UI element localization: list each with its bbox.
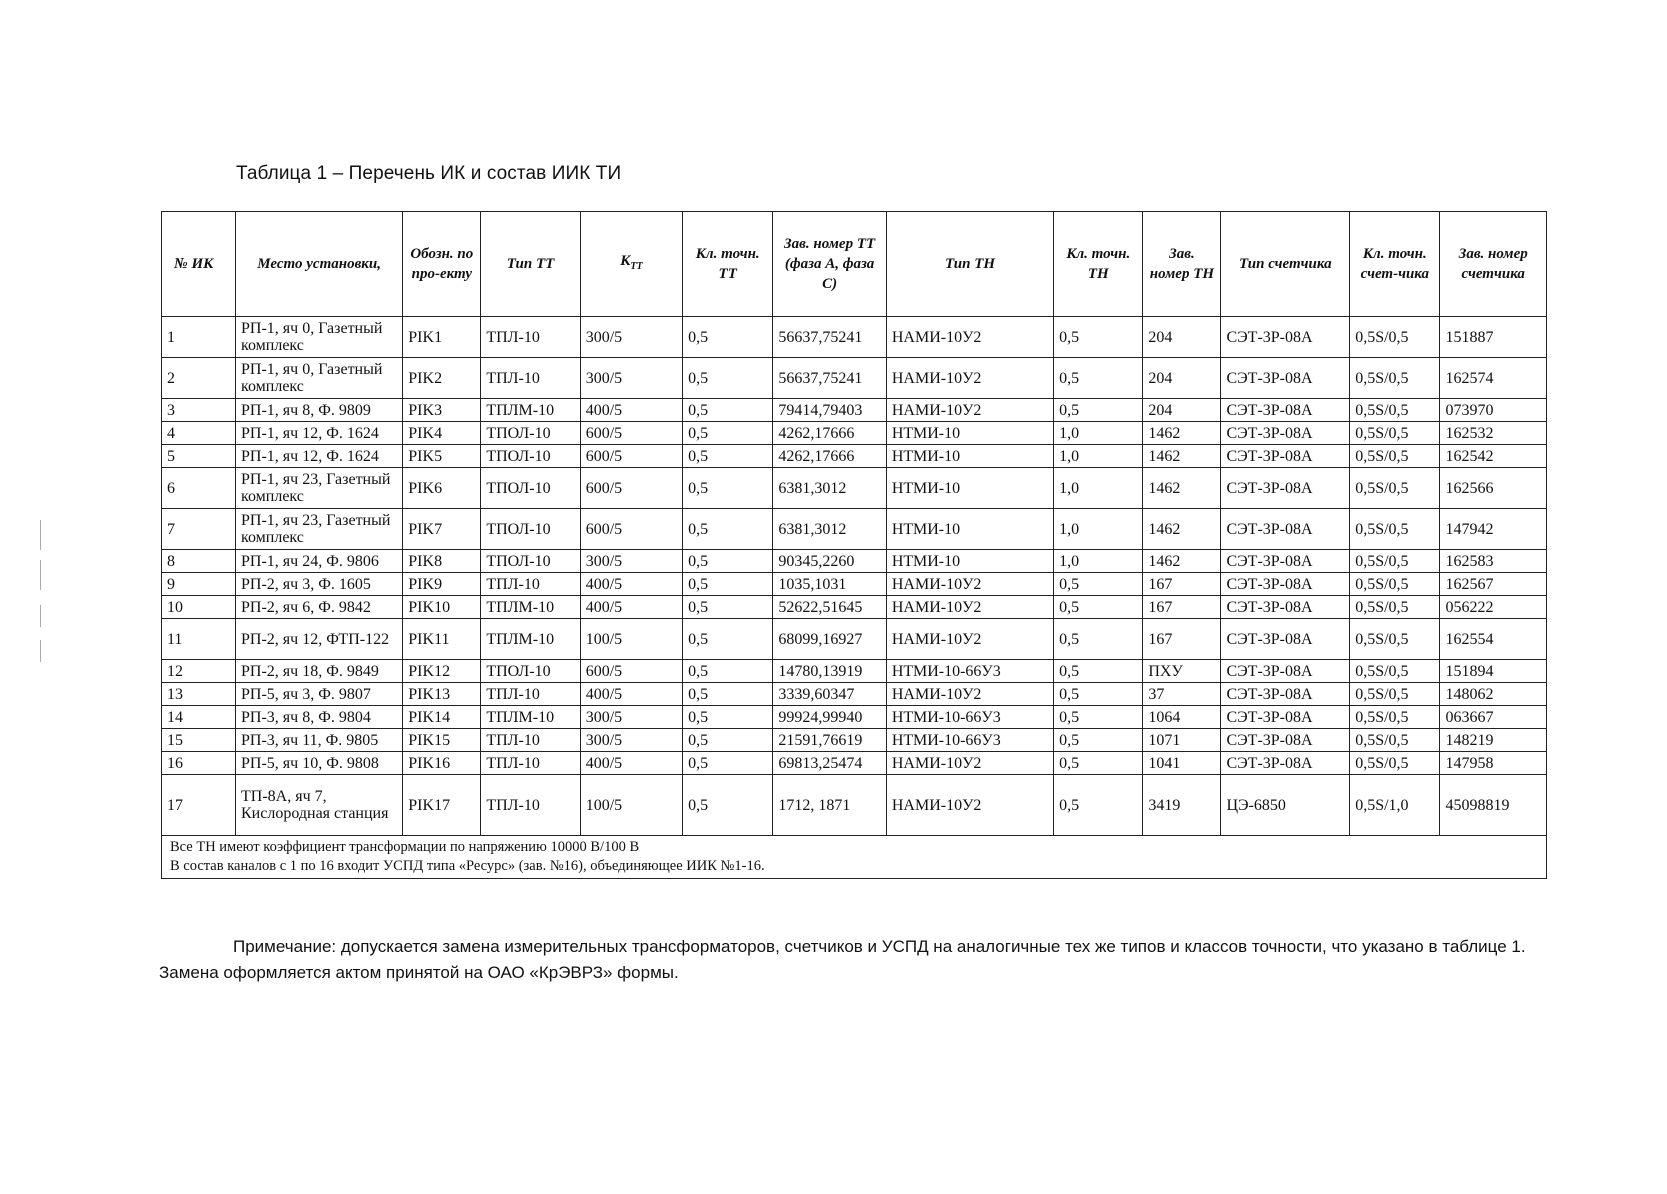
cell-meter-class: 0,5S/0,5 bbox=[1350, 422, 1440, 445]
cell-meter-type: СЭТ-3Р-08А bbox=[1221, 660, 1350, 683]
cell-num: 6 bbox=[162, 468, 236, 509]
cell-tn-class: 0,5 bbox=[1054, 729, 1143, 752]
cell-tn-type: НАМИ-10У2 bbox=[886, 683, 1053, 706]
cell-tt-class: 0,5 bbox=[683, 550, 773, 573]
cell-tt-serial: 1712, 1871 bbox=[773, 775, 887, 836]
header-meter-serial: Зав. номер счетчика bbox=[1440, 212, 1547, 317]
cell-tt-serial: 6381,3012 bbox=[773, 468, 887, 509]
cell-tn-class: 1,0 bbox=[1054, 422, 1143, 445]
cell-num: 1 bbox=[162, 317, 236, 358]
cell-ktt: 100/5 bbox=[580, 619, 682, 660]
cell-meter-type: СЭТ-3Р-08А bbox=[1221, 706, 1350, 729]
cell-tt-type: ТПОЛ-10 bbox=[481, 660, 580, 683]
cell-design: PIK8 bbox=[403, 550, 481, 573]
header-tn-serial: Зав. номер ТН bbox=[1143, 212, 1221, 317]
cell-design: PIK16 bbox=[403, 752, 481, 775]
cell-tn-type: НТМИ-10 bbox=[886, 422, 1053, 445]
cell-meter-serial: 063667 bbox=[1440, 706, 1547, 729]
cell-tt-class: 0,5 bbox=[683, 573, 773, 596]
table-row bbox=[162, 422, 1547, 445]
cell-meter-serial: 147958 bbox=[1440, 752, 1547, 775]
cell-meter-serial: 147942 bbox=[1440, 509, 1547, 550]
cell-num: 16 bbox=[162, 752, 236, 775]
cell-design: PIK1 bbox=[403, 317, 481, 358]
header-num: № ИК bbox=[162, 212, 236, 317]
cell-meter-type: СЭТ-3Р-08А bbox=[1221, 468, 1350, 509]
cell-tt-serial: 90345,2260 bbox=[773, 550, 887, 573]
cell-meter-class: 0,5S/0,5 bbox=[1350, 399, 1440, 422]
cell-tt-class: 0,5 bbox=[683, 683, 773, 706]
cell-num: 3 bbox=[162, 399, 236, 422]
cell-tn-type: НАМИ-10У2 bbox=[886, 317, 1053, 358]
cell-tn-class: 1,0 bbox=[1054, 509, 1143, 550]
cell-meter-serial: 162567 bbox=[1440, 573, 1547, 596]
cell-place: РП-2, яч 6, Ф. 9842 bbox=[236, 596, 403, 619]
cell-meter-serial: 151894 bbox=[1440, 660, 1547, 683]
cell-meter-class: 0,5S/0,5 bbox=[1350, 550, 1440, 573]
header-tn-type: Тип ТН bbox=[886, 212, 1053, 317]
cell-ktt: 400/5 bbox=[580, 683, 682, 706]
footnote-line-2: В состав каналов с 1 по 16 входит УСПД типа «Ресурс» (зав. №16), объединяющее ИИК №1-16. bbox=[170, 858, 765, 874]
cell-num: 11 bbox=[162, 619, 236, 660]
cell-tn-type: НТМИ-10 bbox=[886, 509, 1053, 550]
cell-tn-serial: 204 bbox=[1143, 399, 1221, 422]
cell-tt-class: 0,5 bbox=[683, 317, 773, 358]
cell-tt-type: ТПЛМ-10 bbox=[481, 706, 580, 729]
cell-tt-type: ТПОЛ-10 bbox=[481, 445, 580, 468]
footnote-line-1: Все ТН имеют коэффициент трансформации по напряжению 10000 В/100 В bbox=[170, 839, 640, 855]
table-row bbox=[162, 683, 1547, 706]
cell-tt-type: ТПОЛ-10 bbox=[481, 468, 580, 509]
cell-meter-serial: 148219 bbox=[1440, 729, 1547, 752]
table-header-row bbox=[162, 212, 1547, 317]
cell-meter-serial: 148062 bbox=[1440, 683, 1547, 706]
cell-tt-type: ТПЛМ-10 bbox=[481, 399, 580, 422]
table-row bbox=[162, 468, 1547, 509]
table-row bbox=[162, 660, 1547, 683]
cell-tn-serial: 3419 bbox=[1143, 775, 1221, 836]
cell-tt-serial: 6381,3012 bbox=[773, 509, 887, 550]
cell-num: 9 bbox=[162, 573, 236, 596]
scan-artifact-line bbox=[40, 520, 41, 550]
cell-tn-type: НАМИ-10У2 bbox=[886, 573, 1053, 596]
cell-tn-class: 0,5 bbox=[1054, 683, 1143, 706]
header-meter-class: Кл. точн. счет-чика bbox=[1350, 212, 1440, 317]
header-ktt-sub: ТТ bbox=[630, 261, 643, 272]
cell-tt-type: ТПЛМ-10 bbox=[481, 596, 580, 619]
cell-num: 4 bbox=[162, 422, 236, 445]
cell-tt-serial: 79414,79403 bbox=[773, 399, 887, 422]
cell-tn-class: 0,5 bbox=[1054, 752, 1143, 775]
cell-tt-type: ТПОЛ-10 bbox=[481, 422, 580, 445]
cell-design: PIK4 bbox=[403, 422, 481, 445]
cell-tn-class: 0,5 bbox=[1054, 660, 1143, 683]
cell-tn-serial: 1462 bbox=[1143, 445, 1221, 468]
cell-meter-class: 0,5S/0,5 bbox=[1350, 729, 1440, 752]
cell-tn-type: НАМИ-10У2 bbox=[886, 752, 1053, 775]
cell-tt-type: ТПЛ-10 bbox=[481, 729, 580, 752]
cell-place: РП-2, яч 12, ФТП-122 bbox=[236, 619, 403, 660]
table-footnote-row bbox=[162, 836, 1547, 879]
cell-tn-class: 1,0 bbox=[1054, 445, 1143, 468]
header-meter-type: Тип счетчика bbox=[1221, 212, 1350, 317]
cell-tn-class: 0,5 bbox=[1054, 706, 1143, 729]
cell-place: РП-1, яч 12, Ф. 1624 bbox=[236, 445, 403, 468]
header-place: Место установки, bbox=[236, 212, 403, 317]
table-row bbox=[162, 619, 1547, 660]
cell-tt-serial: 21591,76619 bbox=[773, 729, 887, 752]
table-body bbox=[162, 317, 1547, 836]
cell-tt-class: 0,5 bbox=[683, 445, 773, 468]
cell-tt-serial: 4262,17666 bbox=[773, 422, 887, 445]
cell-ktt: 400/5 bbox=[580, 752, 682, 775]
cell-tt-class: 0,5 bbox=[683, 596, 773, 619]
table-row bbox=[162, 509, 1547, 550]
cell-tt-type: ТПЛ-10 bbox=[481, 573, 580, 596]
cell-meter-serial: 162542 bbox=[1440, 445, 1547, 468]
cell-meter-type: СЭТ-3Р-08А bbox=[1221, 445, 1350, 468]
cell-tn-class: 0,5 bbox=[1054, 399, 1143, 422]
table-row bbox=[162, 729, 1547, 752]
cell-place: РП-1, яч 0, Газетный комплекс bbox=[236, 317, 403, 358]
cell-num: 15 bbox=[162, 729, 236, 752]
cell-ktt: 600/5 bbox=[580, 445, 682, 468]
cell-tn-serial: 1462 bbox=[1143, 550, 1221, 573]
cell-tn-type: НАМИ-10У2 bbox=[886, 399, 1053, 422]
cell-num: 12 bbox=[162, 660, 236, 683]
cell-meter-serial: 073970 bbox=[1440, 399, 1547, 422]
cell-tn-serial: 1041 bbox=[1143, 752, 1221, 775]
cell-ktt: 300/5 bbox=[580, 550, 682, 573]
cell-tt-serial: 14780,13919 bbox=[773, 660, 887, 683]
cell-tt-class: 0,5 bbox=[683, 358, 773, 399]
cell-tt-type: ТПЛ-10 bbox=[481, 752, 580, 775]
cell-meter-type: СЭТ-3Р-08А bbox=[1221, 683, 1350, 706]
cell-place: РП-3, яч 8, Ф. 9804 bbox=[236, 706, 403, 729]
ik-table bbox=[161, 211, 1547, 879]
cell-num: 17 bbox=[162, 775, 236, 836]
table-row bbox=[162, 596, 1547, 619]
cell-tn-type: НАМИ-10У2 bbox=[886, 358, 1053, 399]
cell-tn-class: 1,0 bbox=[1054, 468, 1143, 509]
cell-tt-type: ТПЛ-10 bbox=[481, 683, 580, 706]
cell-num: 14 bbox=[162, 706, 236, 729]
cell-meter-class: 0,5S/0,5 bbox=[1350, 468, 1440, 509]
cell-ktt: 600/5 bbox=[580, 468, 682, 509]
cell-meter-type: СЭТ-3Р-08А bbox=[1221, 729, 1350, 752]
cell-place: РП-1, яч 0, Газетный комплекс bbox=[236, 358, 403, 399]
cell-meter-type: СЭТ-3Р-08А bbox=[1221, 358, 1350, 399]
table-row bbox=[162, 358, 1547, 399]
cell-tn-serial: 1462 bbox=[1143, 509, 1221, 550]
cell-place: РП-1, яч 24, Ф. 9806 bbox=[236, 550, 403, 573]
cell-tt-class: 0,5 bbox=[683, 775, 773, 836]
cell-tn-class: 0,5 bbox=[1054, 358, 1143, 399]
cell-tn-type: НТМИ-10 bbox=[886, 468, 1053, 509]
cell-num: 13 bbox=[162, 683, 236, 706]
cell-ktt: 400/5 bbox=[580, 399, 682, 422]
cell-meter-serial: 162566 bbox=[1440, 468, 1547, 509]
cell-place: РП-3, яч 11, Ф. 9805 bbox=[236, 729, 403, 752]
cell-tn-class: 0,5 bbox=[1054, 596, 1143, 619]
cell-meter-class: 0,5S/0,5 bbox=[1350, 509, 1440, 550]
cell-meter-type: СЭТ-3Р-08А bbox=[1221, 752, 1350, 775]
cell-tt-class: 0,5 bbox=[683, 509, 773, 550]
cell-meter-class: 0,5S/0,5 bbox=[1350, 752, 1440, 775]
cell-design: PIK7 bbox=[403, 509, 481, 550]
cell-meter-class: 0,5S/0,5 bbox=[1350, 619, 1440, 660]
cell-tn-serial: 167 bbox=[1143, 619, 1221, 660]
table-footnote bbox=[162, 836, 1547, 879]
scan-artifact-line bbox=[40, 560, 41, 590]
cell-meter-class: 0,5S/0,5 bbox=[1350, 706, 1440, 729]
header-tn-class: Кл. точн. ТН bbox=[1054, 212, 1143, 317]
cell-tt-serial: 1035,1031 bbox=[773, 573, 887, 596]
cell-tt-serial: 52622,51645 bbox=[773, 596, 887, 619]
cell-tt-type: ТПОЛ-10 bbox=[481, 509, 580, 550]
cell-place: РП-1, яч 23, Газетный комплекс bbox=[236, 509, 403, 550]
cell-tt-serial: 56637,75241 bbox=[773, 358, 887, 399]
table-row bbox=[162, 573, 1547, 596]
cell-tt-class: 0,5 bbox=[683, 729, 773, 752]
cell-tn-serial: 1064 bbox=[1143, 706, 1221, 729]
cell-ktt: 300/5 bbox=[580, 729, 682, 752]
cell-design: PIK6 bbox=[403, 468, 481, 509]
cell-tn-serial: 204 bbox=[1143, 358, 1221, 399]
scan-artifact-line bbox=[40, 605, 41, 627]
cell-ktt: 100/5 bbox=[580, 775, 682, 836]
cell-tt-serial: 3339,60347 bbox=[773, 683, 887, 706]
cell-meter-class: 0,5S/0,5 bbox=[1350, 445, 1440, 468]
cell-ktt: 600/5 bbox=[580, 422, 682, 445]
cell-meter-serial: 162574 bbox=[1440, 358, 1547, 399]
cell-meter-type: СЭТ-3Р-08А bbox=[1221, 422, 1350, 445]
cell-tt-type: ТПЛ-10 bbox=[481, 775, 580, 836]
cell-design: PIK14 bbox=[403, 706, 481, 729]
cell-meter-type: СЭТ-3Р-08А bbox=[1221, 573, 1350, 596]
cell-num: 7 bbox=[162, 509, 236, 550]
table-row bbox=[162, 317, 1547, 358]
cell-tt-type: ТПЛМ-10 bbox=[481, 619, 580, 660]
cell-tt-class: 0,5 bbox=[683, 422, 773, 445]
cell-meter-type: СЭТ-3Р-08А bbox=[1221, 619, 1350, 660]
cell-num: 10 bbox=[162, 596, 236, 619]
cell-meter-serial: 056222 bbox=[1440, 596, 1547, 619]
cell-tt-serial: 68099,16927 bbox=[773, 619, 887, 660]
cell-tn-type: НТМИ-10-66У3 bbox=[886, 706, 1053, 729]
cell-num: 5 bbox=[162, 445, 236, 468]
cell-design: PIK11 bbox=[403, 619, 481, 660]
cell-meter-class: 0,5S/0,5 bbox=[1350, 358, 1440, 399]
cell-meter-type: ЦЭ-6850 bbox=[1221, 775, 1350, 836]
cell-design: PIK15 bbox=[403, 729, 481, 752]
cell-ktt: 400/5 bbox=[580, 573, 682, 596]
cell-meter-class: 0,5S/0,5 bbox=[1350, 317, 1440, 358]
cell-tt-type: ТПОЛ-10 bbox=[481, 550, 580, 573]
table-row bbox=[162, 752, 1547, 775]
cell-meter-type: СЭТ-3Р-08А bbox=[1221, 509, 1350, 550]
cell-tt-class: 0,5 bbox=[683, 468, 773, 509]
cell-place: РП-5, яч 10, Ф. 9808 bbox=[236, 752, 403, 775]
cell-meter-class: 0,5S/0,5 bbox=[1350, 573, 1440, 596]
header-tt-class: Кл. точн. ТТ bbox=[683, 212, 773, 317]
cell-tt-serial: 56637,75241 bbox=[773, 317, 887, 358]
cell-tn-type: НТМИ-10-66У3 bbox=[886, 660, 1053, 683]
cell-place: РП-2, яч 18, Ф. 9849 bbox=[236, 660, 403, 683]
cell-meter-serial: 151887 bbox=[1440, 317, 1547, 358]
cell-ktt: 300/5 bbox=[580, 317, 682, 358]
cell-meter-serial: 162532 bbox=[1440, 422, 1547, 445]
cell-place: РП-1, яч 8, Ф. 9809 bbox=[236, 399, 403, 422]
cell-meter-class: 0,5S/0,5 bbox=[1350, 683, 1440, 706]
scan-artifact-line bbox=[40, 640, 41, 662]
cell-tn-class: 1,0 bbox=[1054, 550, 1143, 573]
cell-tn-serial: 1071 bbox=[1143, 729, 1221, 752]
cell-tn-type: НАМИ-10У2 bbox=[886, 596, 1053, 619]
cell-place: РП-5, яч 3, Ф. 9807 bbox=[236, 683, 403, 706]
header-ktt-main: К bbox=[620, 253, 631, 269]
cell-ktt: 600/5 bbox=[580, 509, 682, 550]
cell-tn-type: НТМИ-10 bbox=[886, 445, 1053, 468]
cell-place: РП-1, яч 23, Газетный комплекс bbox=[236, 468, 403, 509]
cell-tt-serial: 4262,17666 bbox=[773, 445, 887, 468]
cell-tn-class: 0,5 bbox=[1054, 775, 1143, 836]
cell-meter-serial: 162583 bbox=[1440, 550, 1547, 573]
cell-meter-type: СЭТ-3Р-08А bbox=[1221, 399, 1350, 422]
cell-tn-type: НАМИ-10У2 bbox=[886, 619, 1053, 660]
cell-tn-class: 0,5 bbox=[1054, 317, 1143, 358]
cell-tt-class: 0,5 bbox=[683, 660, 773, 683]
cell-tn-serial: 37 bbox=[1143, 683, 1221, 706]
cell-tt-type: ТПЛ-10 bbox=[481, 358, 580, 399]
cell-design: PIK17 bbox=[403, 775, 481, 836]
table-caption: Таблица 1 – Перечень ИК и состав ИИК ТИ bbox=[236, 163, 622, 184]
cell-tt-class: 0,5 bbox=[683, 619, 773, 660]
cell-tn-serial: ПХУ bbox=[1143, 660, 1221, 683]
cell-meter-class: 0,5S/1,0 bbox=[1350, 775, 1440, 836]
cell-tt-serial: 99924,99940 bbox=[773, 706, 887, 729]
cell-place: ТП-8А, яч 7, Кислородная станция bbox=[236, 775, 403, 836]
cell-tn-serial: 1462 bbox=[1143, 422, 1221, 445]
header-tt-type: Тип ТТ bbox=[481, 212, 580, 317]
cell-ktt: 400/5 bbox=[580, 596, 682, 619]
cell-design: PIK13 bbox=[403, 683, 481, 706]
header-tt-serial: Зав. номер ТТ (фаза А, фаза С) bbox=[773, 212, 887, 317]
cell-tt-class: 0,5 bbox=[683, 399, 773, 422]
cell-meter-class: 0,5S/0,5 bbox=[1350, 660, 1440, 683]
cell-tn-class: 0,5 bbox=[1054, 573, 1143, 596]
table-row bbox=[162, 399, 1547, 422]
cell-meter-class: 0,5S/0,5 bbox=[1350, 596, 1440, 619]
header-ktt bbox=[580, 212, 682, 317]
cell-meter-serial: 162554 bbox=[1440, 619, 1547, 660]
cell-meter-type: СЭТ-3Р-08А bbox=[1221, 596, 1350, 619]
cell-tn-serial: 167 bbox=[1143, 596, 1221, 619]
cell-tn-type: НАМИ-10У2 bbox=[886, 775, 1053, 836]
cell-place: РП-2, яч 3, Ф. 1605 bbox=[236, 573, 403, 596]
cell-tn-class: 0,5 bbox=[1054, 619, 1143, 660]
cell-meter-type: СЭТ-3Р-08А bbox=[1221, 317, 1350, 358]
cell-meter-serial: 45098819 bbox=[1440, 775, 1547, 836]
cell-tt-class: 0,5 bbox=[683, 706, 773, 729]
cell-meter-type: СЭТ-3Р-08А bbox=[1221, 550, 1350, 573]
cell-num: 2 bbox=[162, 358, 236, 399]
cell-design: PIK3 bbox=[403, 399, 481, 422]
cell-num: 8 bbox=[162, 550, 236, 573]
header-design: Обозн. по про-екту bbox=[403, 212, 481, 317]
table-row bbox=[162, 775, 1547, 836]
cell-ktt: 600/5 bbox=[580, 660, 682, 683]
remark-paragraph: Примечание: допускается замена измерительных трансформаторов, счетчиков и УСПД на аналогичные тех же типов и классов точности, что указано в таблице 1. Замена оформляется актом принятой на ОАО «КрЭВРЗ» формы. bbox=[159, 937, 1526, 982]
cell-tn-type: НТМИ-10 bbox=[886, 550, 1053, 573]
cell-tt-type: ТПЛ-10 bbox=[481, 317, 580, 358]
cell-place: РП-1, яч 12, Ф. 1624 bbox=[236, 422, 403, 445]
cell-tn-serial: 204 bbox=[1143, 317, 1221, 358]
cell-tn-serial: 167 bbox=[1143, 573, 1221, 596]
cell-ktt: 300/5 bbox=[580, 358, 682, 399]
cell-tt-serial: 69813,25474 bbox=[773, 752, 887, 775]
cell-design: PIK5 bbox=[403, 445, 481, 468]
cell-tn-type: НТМИ-10-66У3 bbox=[886, 729, 1053, 752]
table-row bbox=[162, 706, 1547, 729]
cell-tt-class: 0,5 bbox=[683, 752, 773, 775]
cell-design: PIK2 bbox=[403, 358, 481, 399]
cell-design: PIK10 bbox=[403, 596, 481, 619]
cell-tn-serial: 1462 bbox=[1143, 468, 1221, 509]
cell-design: PIK12 bbox=[403, 660, 481, 683]
cell-design: PIK9 bbox=[403, 573, 481, 596]
table-row bbox=[162, 445, 1547, 468]
table-row bbox=[162, 550, 1547, 573]
cell-ktt: 300/5 bbox=[580, 706, 682, 729]
